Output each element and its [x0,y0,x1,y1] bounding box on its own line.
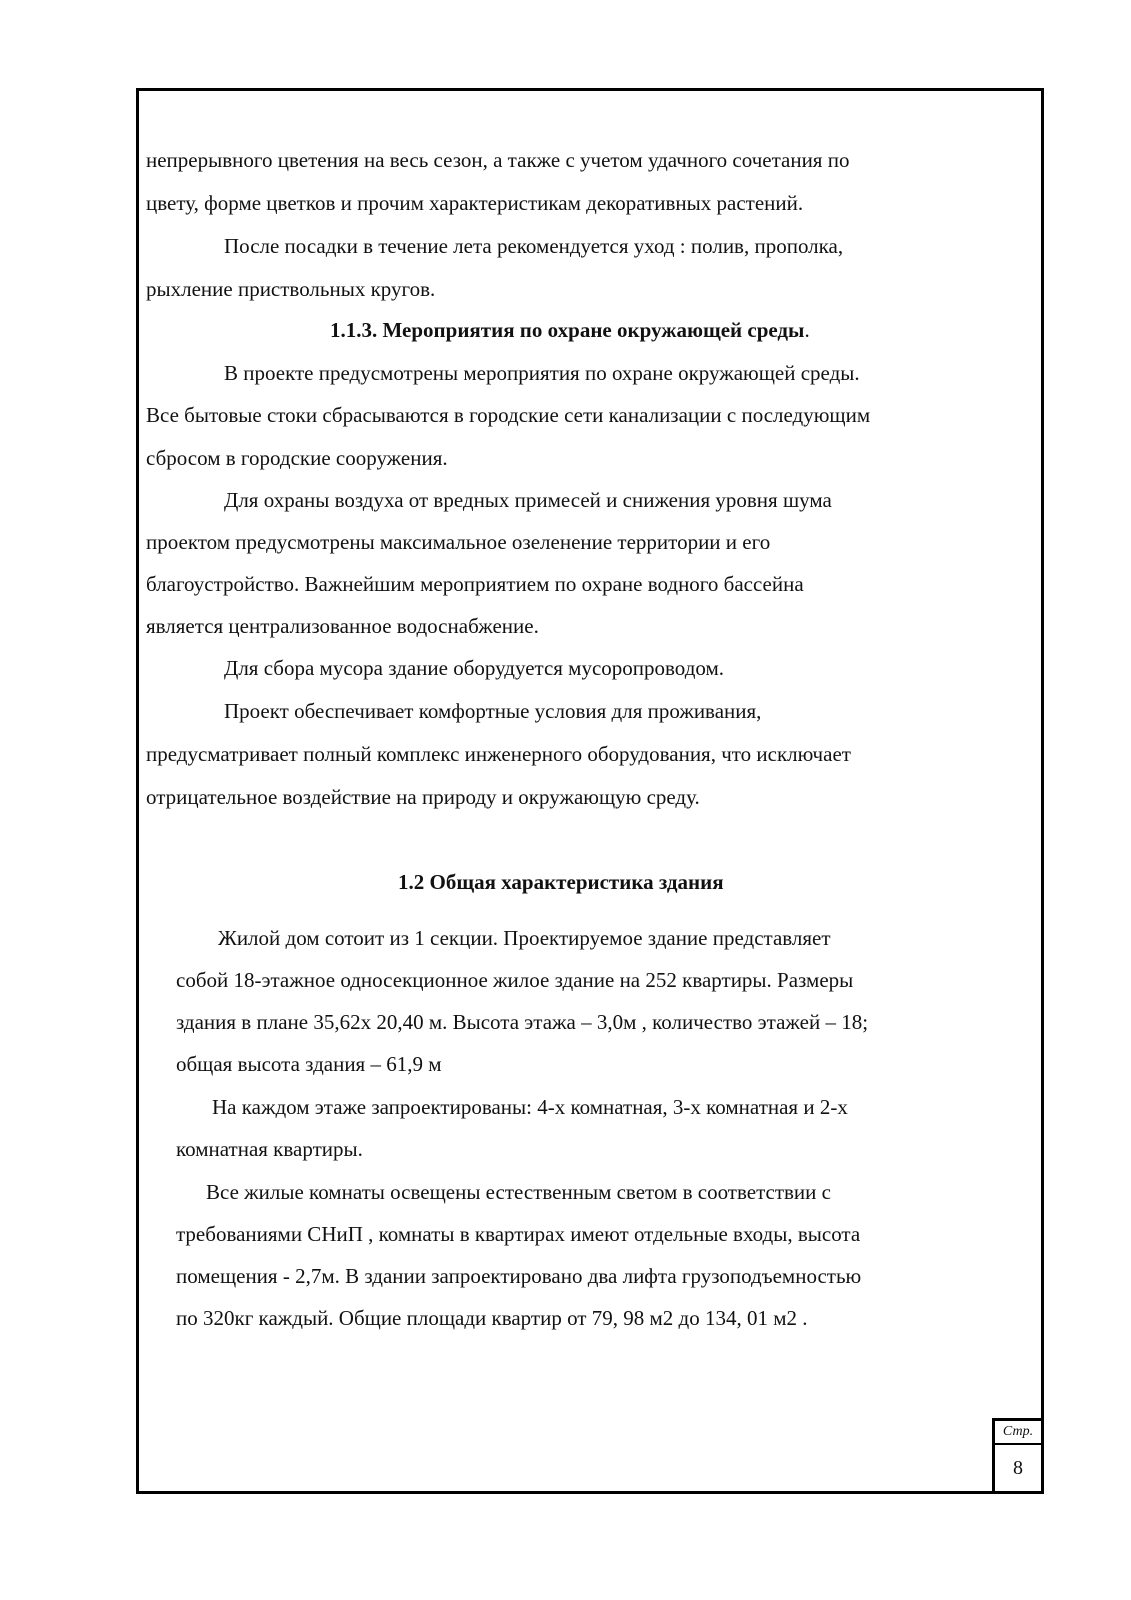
section-heading-113 [330,320,810,341]
text-line: цвету, форме цветков и прочим характеристикам декоративных растений. [146,191,804,215]
text-line: рыхление приствольных кругов. [146,277,436,301]
text-line: Для сбора мусора здание оборудуется мусоропроводом. [224,656,725,680]
text-line: Все бытовые стоки сбрасываются в городские сети канализации с последующим [146,403,871,427]
text-line: Все жилые комнаты освещены естественным светом в соответствии с [206,1180,831,1204]
text-line: общая высота здания – 61,9 м [176,1052,442,1076]
section-heading-12: 1.2 Общая характеристика здания [398,870,724,894]
text-line: сбросом в городские сооружения. [146,446,448,470]
page-number-stamp [992,1418,1044,1494]
text-line: Для охраны воздуха от вредных примесей и снижения уровня шума [224,488,832,512]
text-line: здания в плане 35,62х 20,40 м. Высота этажа – 3,0м , количество этажей – 18; [176,1010,869,1034]
text-line: благоустройство. Важнейшим мероприятием по охране водного бассейна [146,572,804,596]
text-line: отрицательное воздействие на природу и окружающую среду. [146,785,700,809]
text-line: Жилой дом сотоит из 1 секции. Проектируемое здание представляет [218,926,831,950]
text-line: Проект обеспечивает комфортные условия для проживания, [224,699,762,723]
page-label: Стр. [995,1421,1041,1445]
text-line: комнатная квартиры. [176,1137,363,1161]
text-line: является централизованное водоснабжение. [146,614,539,638]
text-line: предусматривает полный комплекс инженерного оборудования, что исключает [146,742,851,766]
text-line: После посадки в течение лета рекомендуется уход : полив, прополка, [224,234,844,258]
section-heading-113-text: 1.1.3. Мероприятия по охране окружающей среды [330,318,805,342]
text-line: собой 18-этажное односекционное жилое здание на 252 квартиры. Размеры [176,968,854,992]
text-line: по 320кг каждый. Общие площади квартир от 79, 98 м2 до 134, 01 м2 . [176,1306,808,1330]
section-heading-113-period: . [804,318,810,342]
text-line: помещения - 2,7м. В здании запроектировано два лифта грузоподъемностью [176,1264,862,1288]
text-line: На каждом этаже запроектированы: 4-х комнатная, 3-х комнатная и 2-х [212,1095,848,1119]
text-line: непрерывного цветения на весь сезон, а также с учетом удачного сочетания по [146,148,850,172]
page-number: 8 [1013,1457,1023,1479]
text-line: требованиями СНиП , комнаты в квартирах имеют отдельные входы, высота [176,1222,861,1246]
text-line: проектом предусмотрены максимальное озеленение территории и его [146,530,771,554]
text-line: В проекте предусмотрены мероприятия по охране окружающей среды. [224,361,860,385]
